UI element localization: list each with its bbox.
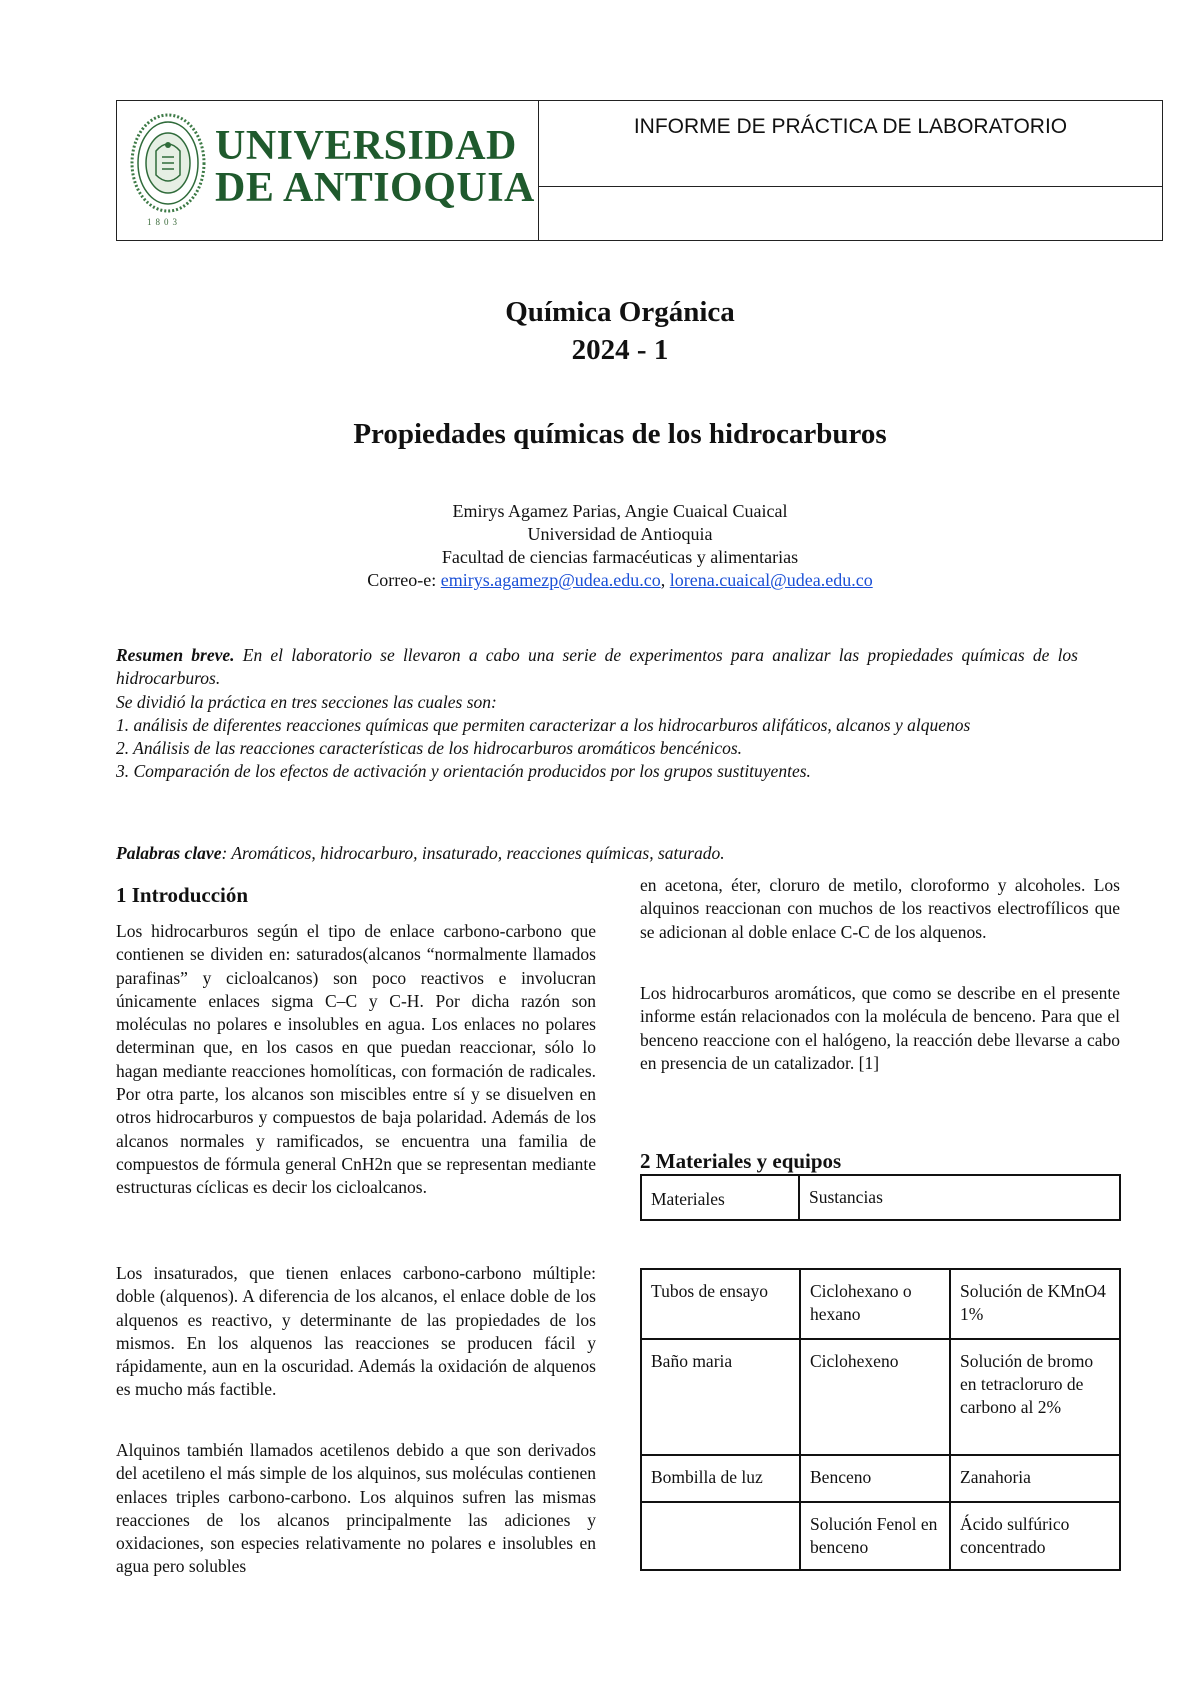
abstract-line2: Se dividió la práctica en tres secciones las cuales son: [116, 691, 497, 712]
email-link-1[interactable]: emirys.agamezp@udea.edu.co [440, 570, 661, 590]
authors: Emirys Agamez Parias, Angie Cuaical Cuaical [452, 501, 788, 521]
abstract-text: En el laboratorio se llevaron a cabo una serie de experimentos para analizar las propiedades químicas de los hidrocarburos. [116, 645, 1078, 689]
table-cell: Solución de bromo en tetracloruro de carbono al 2% [950, 1339, 1120, 1455]
intro-paragraph-3: Alquinos también llamados acetilenos debido a que son derivados del acetileno el más simple de los alquinos, sus moléculas contienen enlaces triples carbono-carbono. Los alquinos sufren las mismas reacciones de los alcanos principalmente las adiciones y oxidaciones, son especies relativamente no polares e insolubles en agua pero solubles [116, 1440, 596, 1577]
seal-year: 1803 [147, 217, 181, 227]
table-cell: Solución de KMnO4 1% [950, 1269, 1120, 1339]
intro-paragraph-4: Los hidrocarburos aromáticos, que como se describe en el presente informe están relacionados con la molécula de benceno. Para que el benceno reaccione con el halógeno, la reacción debe llevarse a cabo en presencia de un catalizador. [1] [640, 983, 1120, 1073]
abstract-label: Resumen breve. [116, 645, 235, 665]
table-cell: Solución Fenol en benceno [800, 1502, 950, 1570]
table-row [641, 1455, 1120, 1502]
table-row [641, 1502, 1120, 1570]
logo-cell [117, 101, 539, 240]
table-cell: Benceno [800, 1455, 950, 1502]
university-seal-icon [129, 111, 207, 221]
table-cell: Bombilla de luz [641, 1455, 800, 1502]
table-cell: Baño maria [641, 1339, 800, 1455]
table-cell: Ácido sulfúrico concentrado [950, 1502, 1120, 1570]
keywords-text: : Aromáticos, hidrocarburo, insaturado, reacciones químicas, saturado. [221, 843, 725, 863]
intro-paragraph-3-continued: en acetona, éter, cloruro de metilo, cloroformo y alcoholes. Los alquinos reaccionan con muchos de los reactivos electrofílicos que se adicionan al doble enlace C-C de los alquenos. [640, 875, 1120, 942]
intro-heading: 1 Introducción [116, 883, 249, 907]
table-row [641, 1339, 1120, 1455]
document-title: Propiedades químicas de los hidrocarburos [353, 418, 887, 450]
intro-paragraph-1: Los hidrocarburos según el tipo de enlace carbono-carbono que contienen se dividen en: saturados(alcanos “normalmente llamados parafinas” y cicloalcanos) son poco reactivos e involucran únicamente enlaces sigma C–C y C-H. Por dicha razón son moléculas no polares e insolubles en agua. Los enlaces no polares determinan que, en los casos en que puedan reaccionar, sólo lo hagan mediante reacciones homolíticas, con formación de radicales. Por otra parte, los alcanos son miscibles entre sí y se disuelven en otros hidrocarburos y compuestos de baja polaridad. Además de los alcanos normales y ramificados, se encuentra una familia de compuestos de fórmula general CnH2n que se representan mediante estructuras cíclicas es decir los cicloalcanos. [116, 921, 596, 1198]
intro-paragraph-2: Los insaturados, que tienen enlaces carbono-carbono múltiple: doble (alquenos). A diferencia de los alcanos, el enlace doble de los alquenos es reactivo, y determinante de las propiedades de los mismos. En los alquenos las reacciones se producen fácil y rápidamente, aun en la oscuridad. Además la oxidación de alquenos es mucho más factible. [116, 1263, 596, 1400]
logo-text-line2: DE ANTIOQUIA [215, 165, 535, 211]
materials-header-table [640, 1174, 1121, 1221]
abstract-item-2: 2. Análisis de las reacciones características de los hidrocarburos aromáticos bencénicos. [116, 738, 743, 759]
report-title: INFORME DE PRÁCTICA DE LABORATORIO [633, 115, 1068, 138]
email-link-2[interactable]: lorena.cuaical@udea.edu.co [669, 570, 873, 590]
table-cell: Tubos de ensayo [641, 1269, 800, 1339]
keywords-label: Palabras clave [116, 843, 222, 863]
email-line [0, 569, 1200, 592]
abstract-item-1: 1. análisis de diferentes reacciones químicas que permiten caracterizar a los hidrocarburos alifáticos, alcanos y alquenos [116, 714, 971, 735]
materials-heading: 2 Materiales y equipos [640, 1149, 842, 1173]
table-row [641, 1269, 1120, 1339]
header-box [116, 100, 1163, 241]
abstract [116, 644, 1078, 784]
table-cell: Ciclohexano o hexano [800, 1269, 950, 1339]
table-cell [641, 1502, 800, 1570]
table-cell: Zanahoria [950, 1455, 1120, 1502]
keywords [116, 843, 1078, 864]
course-name: Química Orgánica [505, 296, 735, 328]
report-title-cell [539, 101, 1162, 187]
logo-text-line1: UNIVERSIDAD [215, 123, 517, 169]
faculty: Facultad de ciencias farmacéuticas y alimentarias [441, 547, 799, 567]
abstract-item-3: 3. Comparación de los efectos de activación y orientación producidos por los grupos sustituyentes. [116, 761, 811, 782]
email-separator: , [660, 570, 670, 590]
materials-header-cell: Materiales [641, 1175, 799, 1220]
academic-period: 2024 - 1 [571, 334, 669, 366]
table-cell: Ciclohexeno [800, 1339, 950, 1455]
substances-header-cell: Sustancias [799, 1175, 1120, 1220]
email-label: Correo-e: [367, 570, 441, 590]
materials-table [640, 1268, 1121, 1571]
university-affiliation: Universidad de Antioquia [527, 524, 713, 544]
